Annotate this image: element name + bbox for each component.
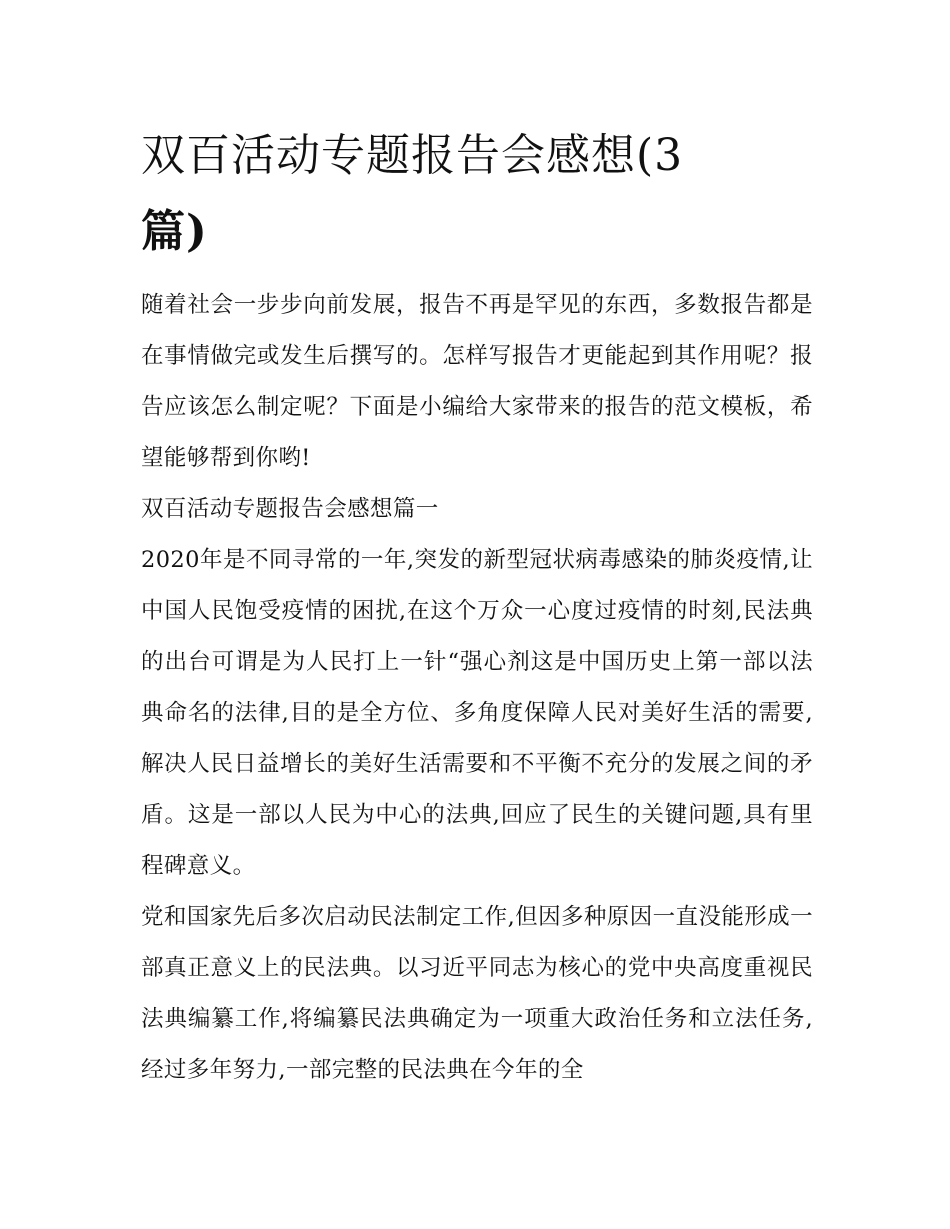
title-rest: 篇): [141, 206, 208, 257]
document-title: [141, 118, 781, 270]
intro-paragraph: 随着社会一步步向前发展，报告不再是罕见的东西，多数报告都是在事情做完或发生后撰写的。怎样写报告才更能起到其作用呢？报告应该怎么制定呢？下面是小编给大家带来的报告的范文模板，希望能够帮到你哟!: [141, 292, 813, 471]
section-heading: 双百活动专题报告会感想篇一: [141, 496, 439, 522]
document-body: [141, 280, 813, 1096]
body-paragraph: 2020年是不同寻常的一年,突发的新型冠状病毒感染的肺炎疫情,让中国人民饱受疫情的困扰,在这个万众一心度过疫情的时刻,民法典的出台可谓是为人民打上一针“强心剂这是中国历史上第一部以法典命名的法律,目的是全方位、多角度保障人民对美好生活的需要,解决人民日益增长的美好生活需要和不平衡不充分的发展之间的矛盾。这是一部以人民为中心的法典,回应了民生的关键问题,具有里程碑意义。: [141, 547, 813, 879]
body-paragraph: 党和国家先后多次启动民法制定工作,但因多种原因一直没能形成一部真正意义上的民法典。以习近平同志为核心的党中央高度重视民法典编纂工作,将编纂民法典确定为一项重大政治任务和立法任务,经过多年努力,一部完整的民法典在今年的全: [141, 904, 813, 1083]
title-main: 双百活动专题报告会感想(3: [141, 130, 684, 181]
